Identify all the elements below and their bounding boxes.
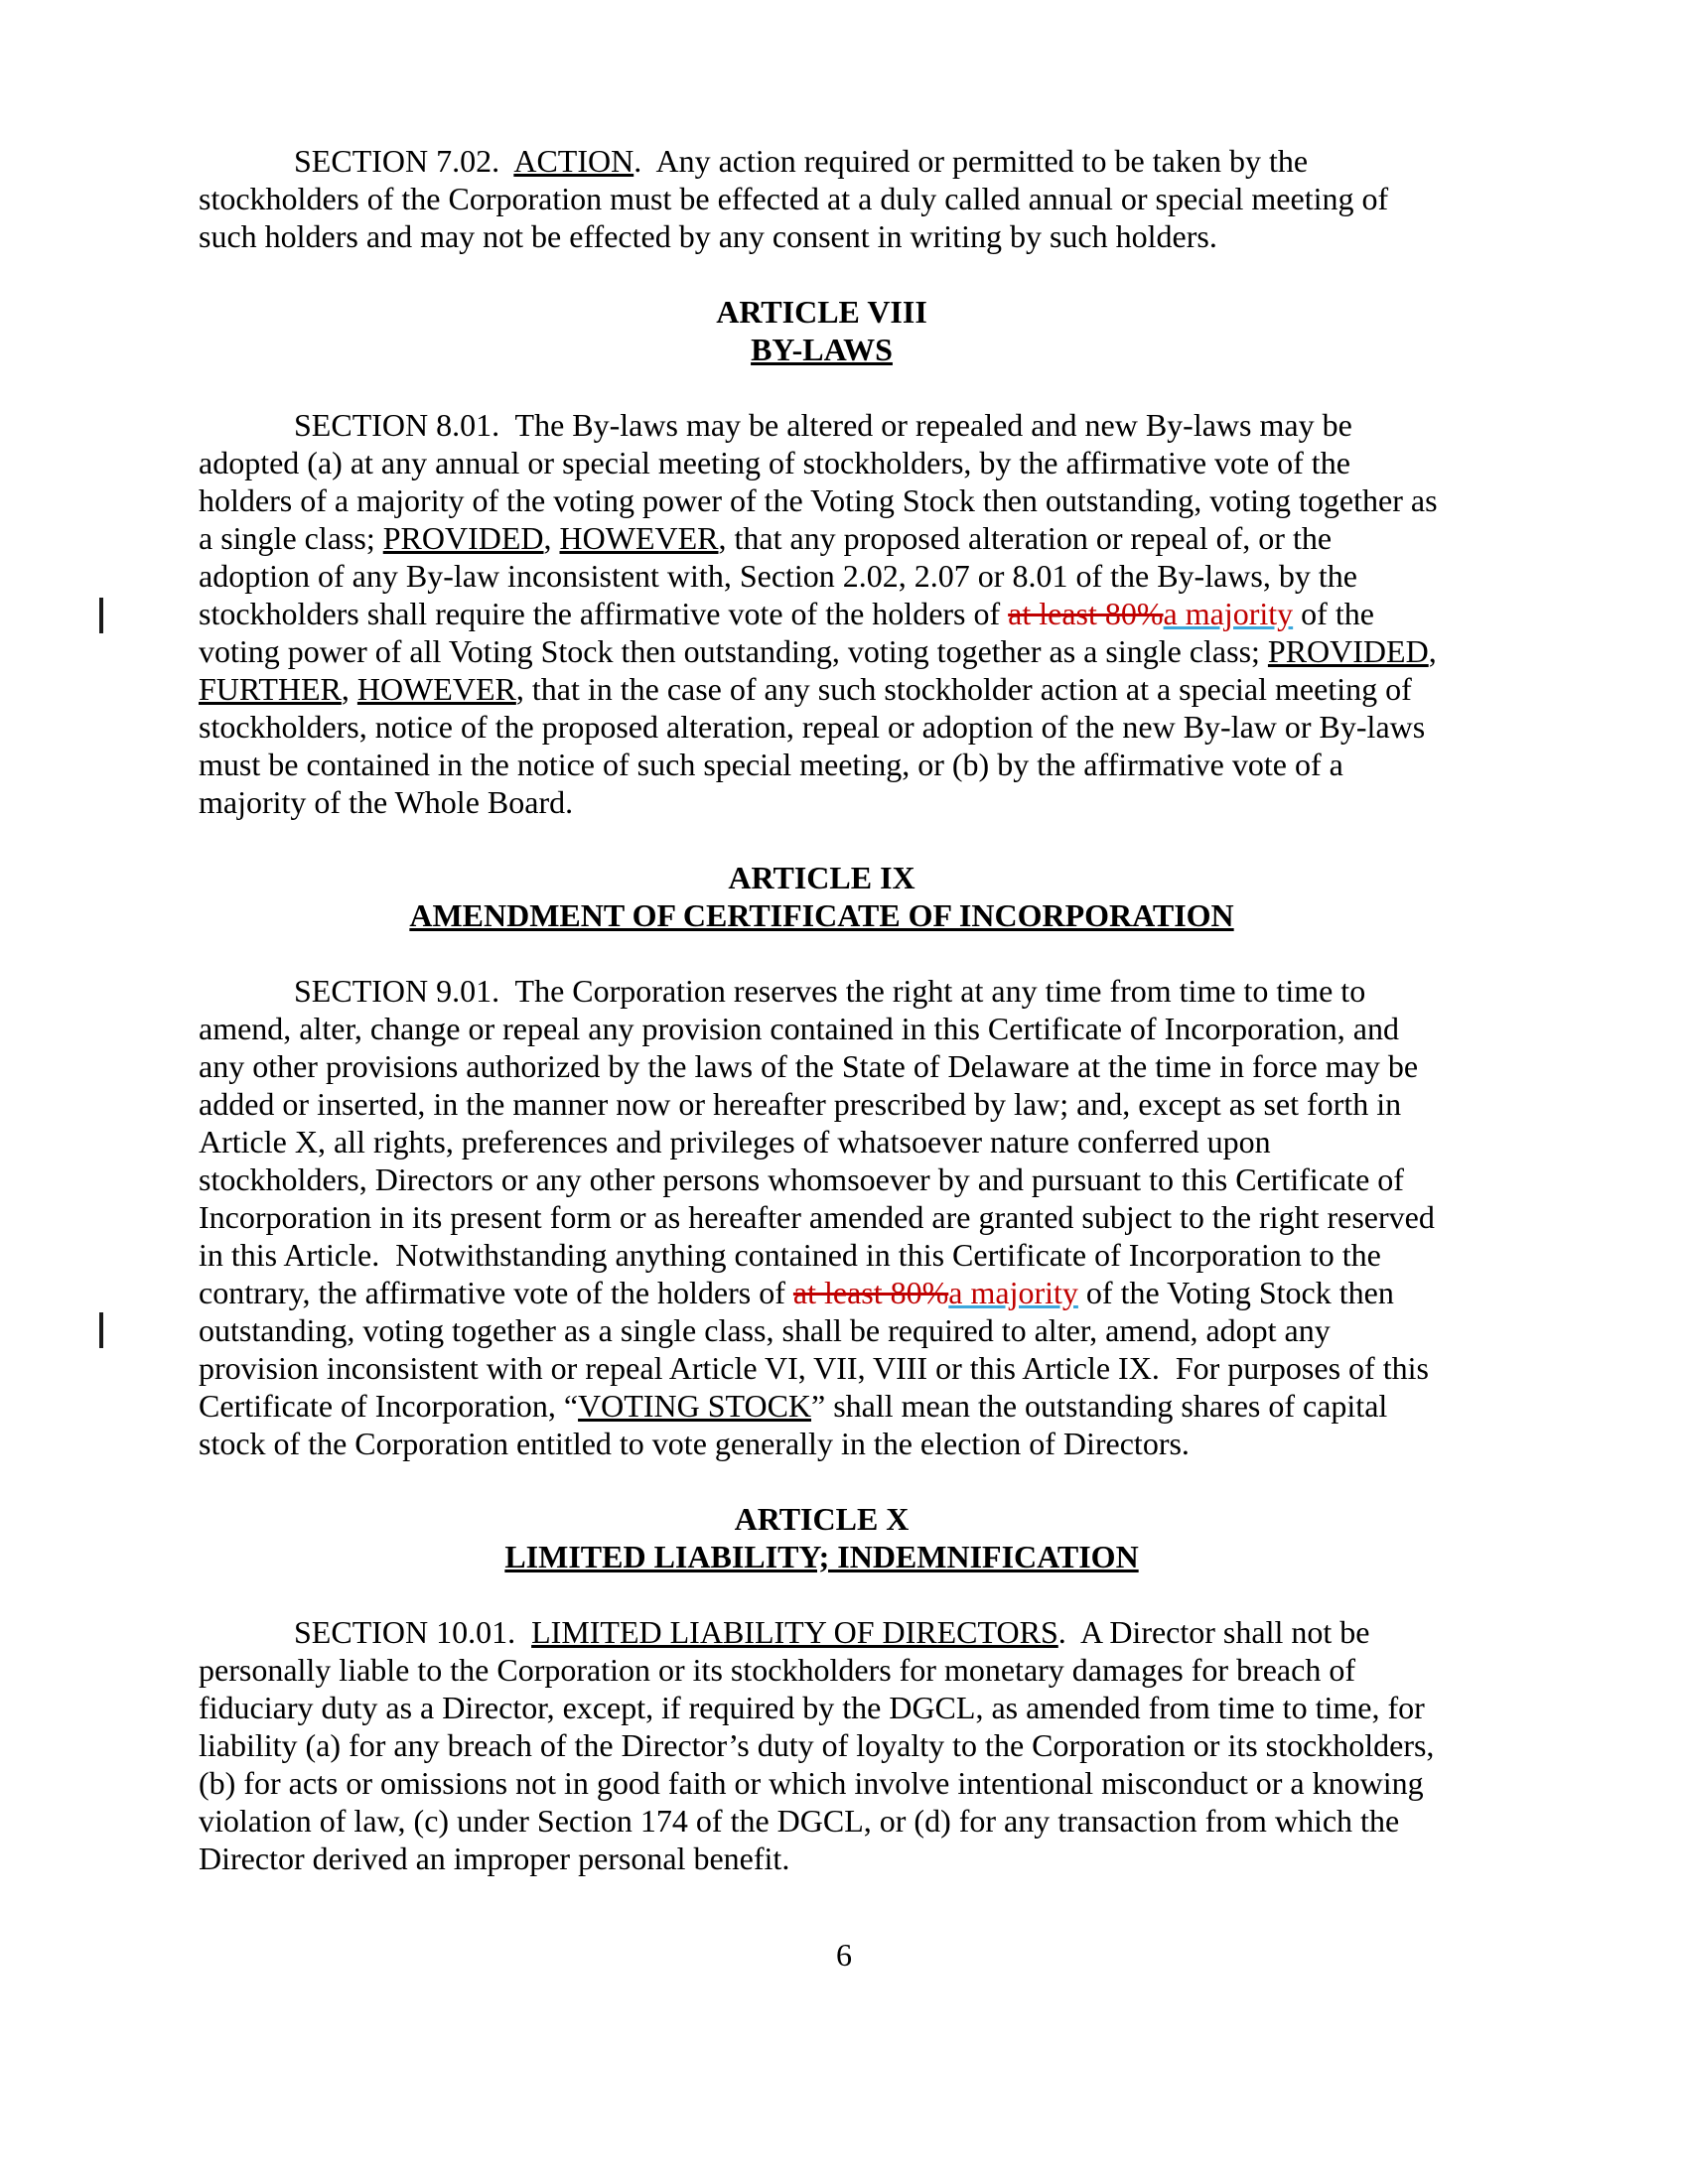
text-run: , bbox=[543, 520, 560, 556]
section-702-paragraph bbox=[199, 142, 1445, 255]
text-run: SECTION 10.01. bbox=[294, 1614, 532, 1650]
section-801-paragraph bbox=[199, 406, 1445, 821]
text-run: of the Voting Stock then outstanding, voting together as a single class, shall be required to alter, amend, adopt any provision inconsistent with or repeal Article VI, VII, VIII or this Article IX. For purposes of this Certificate of Incorporation, “ bbox=[199, 1275, 1437, 1424]
heading-line bbox=[199, 859, 1445, 896]
text-run: SECTION 7.02. bbox=[294, 143, 514, 179]
article-x-heading bbox=[199, 1500, 1445, 1575]
inserted-text-run: a majority bbox=[948, 1275, 1078, 1310]
heading-line bbox=[199, 896, 1445, 934]
text-run: SECTION 9.01. The Corporation reserves the right at any time from time to time to amend, alter, change or repeal any provision contained in this Certificate of Incorporation, and any other provisions authorized by the laws of the State of Delaware at the time in force may be added or inserted, in the manner now or hereafter prescribed by law; and, except as set forth in Article X, all rights, preferences and privileges of whatsoever nature conferred upon stockholders, Directors or any other persons whomsoever by and pursuant to this Certificate of Incorporation in its present form or as hereafter amended are granted subject to the right reserved in this Article. Notwithstanding anything contained in this Certificate of Incorporation to the contrary, the affirmative vote of the holders of bbox=[199, 973, 1443, 1310]
deleted-text-run: at least 80% bbox=[1008, 596, 1164, 631]
text-run: LIMITED LIABILITY OF DIRECTORS bbox=[531, 1614, 1058, 1650]
change-bar-2 bbox=[99, 1312, 103, 1348]
text-run: , that any proposed alteration or repeal of, or the adoption of any By-law inconsistent with, Section 2.02, 2.07 or 8.01 of the By-laws, by the stockholders shall require the affirmative vote of the holders of bbox=[199, 520, 1365, 631]
text-run: PROVIDED bbox=[1267, 633, 1429, 669]
article-viii-heading bbox=[199, 293, 1445, 368]
text-run: AMENDMENT OF CERTIFICATE OF INCORPORATION bbox=[409, 897, 1234, 933]
heading-line bbox=[199, 1500, 1445, 1538]
deleted-text-run: at least 80% bbox=[792, 1275, 949, 1310]
text-run: , that in the case of any such stockholder action at a special meeting of stockholders, notice of the proposed alteration, repeal or adoption of the new By-law or By-laws must be contained in the notice of such special meeting, or (b) by the affirmative vote of a majority of the Whole Board. bbox=[199, 671, 1434, 820]
heading-line bbox=[199, 331, 1445, 368]
text-run: LIMITED LIABILITY; INDEMNIFICATION bbox=[504, 1539, 1139, 1574]
text-run: , bbox=[341, 671, 357, 707]
section-1001-paragraph bbox=[199, 1613, 1445, 1877]
document-body bbox=[199, 142, 1445, 1915]
text-run: ” shall mean the outstanding shares of capital stock of the Corporation entitled to vote generally in the election of Directors. bbox=[199, 1388, 1396, 1461]
text-run: BY-LAWS bbox=[751, 332, 893, 367]
inserted-text-run: a majority bbox=[1163, 596, 1294, 631]
text-run: ACTION bbox=[513, 143, 634, 179]
page-number: 6 bbox=[836, 1937, 852, 1973]
text-run: HOWEVER bbox=[559, 520, 719, 556]
change-bar-1 bbox=[99, 598, 103, 633]
text-run: VOTING STOCK bbox=[578, 1388, 812, 1424]
heading-line bbox=[199, 1538, 1445, 1575]
heading-line bbox=[199, 293, 1445, 331]
article-ix-heading bbox=[199, 859, 1445, 934]
text-run: , bbox=[1428, 633, 1445, 669]
text-run: . Any action required or permitted to be taken by the stockholders of the Corporation must be effected at a duly called annual or special meeting of such holders and may not be effected by any consent in writing by such holders. bbox=[199, 143, 1397, 254]
text-run: PROVIDED bbox=[382, 520, 544, 556]
text-run: SECTION 8.01. The By-laws may be altered or repealed and new By-laws may be adopted (a) at any annual or special meeting of stockholders, by the affirmative vote of the holders of a majority of the voting power of the Voting Stock then outstanding, voting together as a single class; bbox=[199, 407, 1446, 556]
text-run: of the voting power of all Voting Stock then outstanding, voting together as a single class; bbox=[199, 596, 1382, 669]
text-run: FURTHER bbox=[199, 671, 342, 707]
text-run: ARTICLE X bbox=[734, 1501, 910, 1537]
text-run: ARTICLE VIII bbox=[716, 294, 927, 330]
text-run: . A Director shall not be personally liable to the Corporation or its stockholders for monetary damages for breach of fiduciary duty as a Director, except, if required by the DGCL, as amended from time to time, for liability (a) for any breach of the Director’s duty of loyalty to the Corporation or its stockholders, (b) for acts or omissions not in good faith or which involve intentional misconduct or a knowing violation of law, (c) under Section 174 of the DGCL, or (d) for any transaction from which the Director derived an improper personal benefit. bbox=[199, 1614, 1443, 1876]
section-901-paragraph bbox=[199, 972, 1445, 1462]
text-run: HOWEVER bbox=[356, 671, 516, 707]
text-run: ARTICLE IX bbox=[728, 860, 915, 895]
